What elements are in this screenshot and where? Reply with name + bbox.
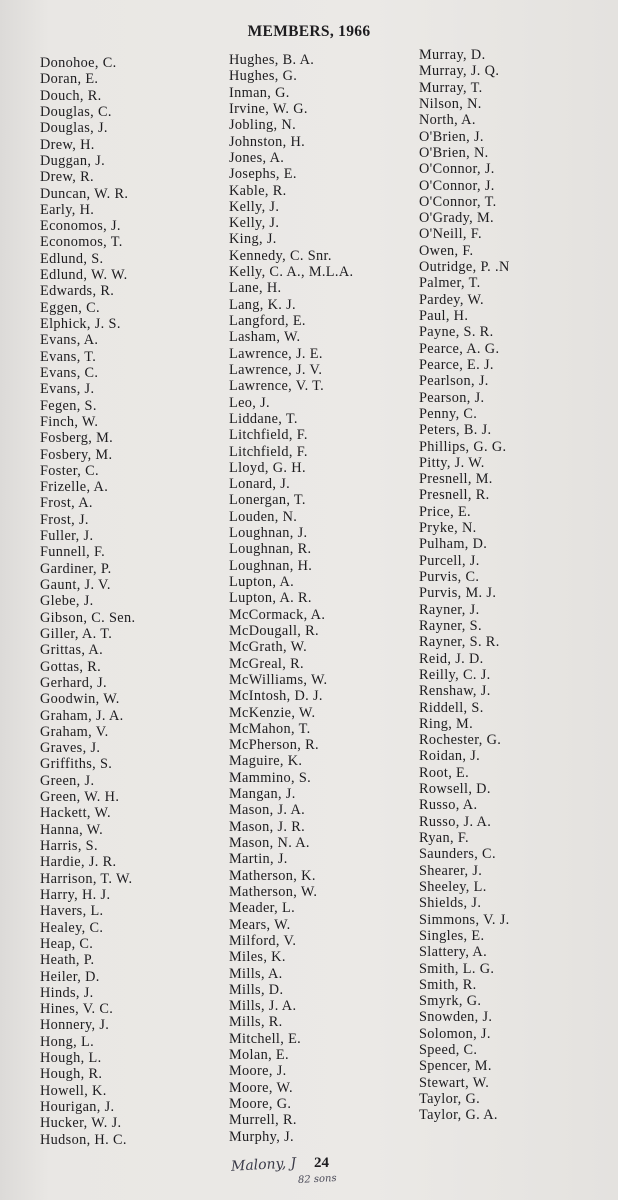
member-name: Harrison, T. W. <box>40 870 133 887</box>
member-name: Evans, J. <box>40 381 95 398</box>
member-name: Frost, A. <box>40 495 93 512</box>
member-name: Loughnan, J. <box>229 525 308 542</box>
member-name: Pearlson, J. <box>419 373 489 390</box>
member-name: Purvis, M. J. <box>419 585 497 602</box>
member-name: Douglas, C. <box>40 103 112 120</box>
member-name: Douch, R. <box>40 87 102 104</box>
member-name: Lloyd, G. H. <box>229 459 306 476</box>
member-name: Mears, W. <box>229 916 291 933</box>
member-name: Gibson, C. Sen. <box>40 609 136 626</box>
member-name: Liddane, T. <box>229 410 298 427</box>
member-name: North, A. <box>419 112 476 129</box>
member-name: Ryan, F. <box>419 830 469 846</box>
page-number: 24 <box>314 1155 329 1171</box>
member-name: Edlund, S. <box>40 250 104 267</box>
member-name: Gerhard, J. <box>40 674 107 691</box>
member-name: Mason, J. A. <box>229 802 306 819</box>
member-name: Heap, C. <box>40 935 94 952</box>
member-name: Purcell, J. <box>419 552 480 569</box>
member-name: Frost, J. <box>40 511 89 528</box>
member-name: Presnell, R. <box>419 487 490 504</box>
member-name: Hough, L. <box>40 1050 102 1067</box>
member-name: Outridge, P. .N <box>419 259 510 276</box>
member-name: Ring, M. <box>419 715 474 732</box>
member-name: King, J. <box>229 231 277 248</box>
member-name: Pitty, J. W. <box>419 454 485 471</box>
member-name: Loughnan, H. <box>229 557 313 574</box>
member-name: Roidan, J. <box>419 748 481 765</box>
member-name: Gardiner, P. <box>40 560 112 577</box>
member-name: Early, H. <box>40 201 95 218</box>
member-name: Presnell, M. <box>419 471 493 488</box>
handwritten-count: 82 sons <box>297 1172 337 1187</box>
member-name: Murrell, R. <box>229 1112 297 1129</box>
member-name: Fosbery, M. <box>40 446 113 463</box>
member-name: Litchfield, F. <box>229 443 308 460</box>
member-name: Douglas, J. <box>40 120 108 137</box>
member-name: Speed, C. <box>419 1042 478 1059</box>
member-name: Rayner, S. <box>419 617 482 634</box>
member-name: Fosberg, M. <box>40 430 114 447</box>
member-name: Owen, F. <box>419 242 474 259</box>
member-name: Purvis, C. <box>419 569 480 585</box>
member-name: Frizelle, A. <box>40 479 109 496</box>
member-name: Eggen, C. <box>40 299 100 316</box>
member-name: O'Grady, M. <box>419 210 494 227</box>
member-name: Fegen, S. <box>40 397 97 414</box>
member-name: Finch, W. <box>40 413 99 430</box>
member-name: Johnston, H. <box>229 133 306 150</box>
member-name: Heath, P. <box>40 952 95 969</box>
member-name: Goodwin, W. <box>40 691 120 708</box>
member-name: Rayner, S. R. <box>419 634 500 651</box>
member-name: Taylor, G. <box>419 1091 481 1107</box>
member-name: Harry, H. J. <box>40 886 111 903</box>
member-name: Glebe, J. <box>40 593 94 610</box>
member-name: Lawrence, J. V. <box>229 361 323 378</box>
member-name: Hanna, W. <box>40 821 104 838</box>
member-name: Elphick, J. S. <box>40 316 121 332</box>
member-name: Shields, J. <box>419 895 482 912</box>
member-name: Russo, J. A. <box>419 813 492 830</box>
member-name: Fuller, J. <box>40 528 94 545</box>
member-name: Lasham, W. <box>229 329 301 346</box>
member-name: Payne, S. R. <box>419 324 494 341</box>
member-name: Reilly, C. J. <box>419 666 491 683</box>
member-name: Riddell, S. <box>419 699 484 716</box>
member-name: Rayner, J. <box>419 601 480 618</box>
member-name: Jones, A. <box>229 149 285 166</box>
member-name: Leo, J. <box>229 394 270 411</box>
member-column-1 <box>40 55 135 1148</box>
member-name: Spencer, M. <box>419 1058 492 1075</box>
member-name: Smith, L. G. <box>419 960 495 977</box>
member-name: Graham, J. A. <box>40 707 124 724</box>
member-name: Mills, J. A. <box>229 998 297 1015</box>
member-name: Maguire, K. <box>229 753 303 770</box>
member-name: Duncan, W. R. <box>40 185 129 202</box>
member-name: Honnery, J. <box>40 1017 110 1034</box>
member-name: Gaunt, J. V. <box>40 577 111 593</box>
member-name: Molan, E. <box>229 1047 289 1064</box>
member-name: Taylor, G. A. <box>419 1107 498 1124</box>
member-column-2 <box>229 52 353 1145</box>
member-name: Palmer, T. <box>419 275 481 292</box>
member-name: O'Neill, F. <box>419 226 482 243</box>
member-name: Moore, J. <box>229 1063 287 1080</box>
member-name: McIntosh, D. J. <box>229 688 323 705</box>
member-name: Howell, K. <box>40 1082 107 1099</box>
member-name: Smyrk, G. <box>419 993 482 1010</box>
member-name: Mason, N. A. <box>229 835 310 851</box>
member-name: Paul, H. <box>419 308 469 324</box>
member-name: Root, E. <box>419 764 470 781</box>
member-name: Lawrence, J. E. <box>229 345 323 362</box>
member-name: Edlund, W. W. <box>40 267 128 284</box>
member-name: O'Connor, T. <box>419 193 497 210</box>
member-name: Langford, E. <box>229 313 306 329</box>
member-name: Rowsell, D. <box>419 781 491 798</box>
member-name: Lonard, J. <box>229 476 291 493</box>
member-name: Smith, R. <box>419 976 477 993</box>
member-name: Pulham, D. <box>419 536 488 553</box>
member-name: Stewart, W. <box>419 1074 490 1091</box>
member-name: Green, J. <box>40 772 95 789</box>
member-name: Mills, D. <box>229 981 284 998</box>
member-name: Inman, G. <box>229 84 290 101</box>
member-name: Loughnan, R. <box>229 541 312 558</box>
member-name: Pearson, J. <box>419 389 485 406</box>
member-name: Economos, J. <box>40 218 121 235</box>
member-name: Murray, J. Q. <box>419 63 500 80</box>
member-name: Pearce, E. J. <box>419 356 494 373</box>
member-name: Drew, R. <box>40 169 94 186</box>
member-name: Hughes, G. <box>229 68 298 85</box>
member-name: Irvine, W. G. <box>229 100 308 117</box>
member-name: O'Brien, J. <box>419 128 484 145</box>
member-name: Harris, S. <box>40 838 98 854</box>
member-name: Sheeley, L. <box>419 878 487 895</box>
member-name: Matherson, K. <box>229 867 316 884</box>
member-name: Gottas, R. <box>40 658 102 675</box>
member-name: Jobling, N. <box>229 117 296 134</box>
member-name: Phillips, G. G. <box>419 438 507 455</box>
member-name: Matherson, W. <box>229 883 318 900</box>
member-name: Hines, V. C. <box>40 1001 114 1018</box>
member-name: Griffiths, S. <box>40 756 113 773</box>
member-name: Saunders, C. <box>419 846 496 863</box>
member-name: Hackett, W. <box>40 805 111 822</box>
member-name: Edwards, R. <box>40 283 115 300</box>
member-name: Rochester, G. <box>419 732 502 749</box>
member-name: Duggan, J. <box>40 152 106 169</box>
member-name: O'Connor, J. <box>419 177 495 194</box>
member-name: Singles, E. <box>419 927 485 944</box>
member-name: Kelly, C. A., M.L.A. <box>229 264 354 281</box>
member-name: Heiler, D. <box>40 968 100 985</box>
member-name: Graham, V. <box>40 723 109 740</box>
member-name: Moore, G. <box>229 1096 292 1112</box>
member-name: Murray, D. <box>419 47 486 63</box>
member-name: Josephs, E. <box>229 166 297 183</box>
page-title: MEMBERS, 1966 <box>247 23 371 40</box>
member-name: Renshaw, J. <box>419 683 491 700</box>
member-name: Hong, L. <box>40 1033 95 1050</box>
member-name: McDougall, R. <box>229 622 319 639</box>
member-name: McMahon, T. <box>229 720 311 737</box>
member-name: McPherson, R. <box>229 737 319 754</box>
member-name: Pryke, N. <box>419 520 477 537</box>
member-name: Lawrence, V. T. <box>229 378 325 395</box>
member-name: Evans, C. <box>40 364 99 381</box>
member-name: Penny, C. <box>419 405 478 422</box>
member-name: Louden, N. <box>229 508 298 525</box>
member-name: Doran, E. <box>40 71 99 88</box>
member-name: Meader, L. <box>229 900 296 917</box>
member-name: Mammino, S. <box>229 769 312 786</box>
member-name: McCormack, A. <box>229 606 326 623</box>
member-name: Graves, J. <box>40 740 101 757</box>
member-name: Hudson, H. C. <box>40 1131 127 1148</box>
member-name: Lane, H. <box>229 280 282 297</box>
handwritten-note: Malony, J <box>230 1155 297 1175</box>
member-name: Slattery, A. <box>419 944 487 961</box>
member-name: Lonergan, T. <box>229 492 306 509</box>
member-name: Kable, R. <box>229 182 287 199</box>
member-name: Economos, T. <box>40 234 123 251</box>
member-name: Lang, K. J. <box>229 296 296 313</box>
member-column-3 <box>419 47 510 1124</box>
member-name: Foster, C. <box>40 462 99 479</box>
member-name: Mills, A. <box>229 965 283 982</box>
member-name: Healey, C. <box>40 919 104 936</box>
member-name: Evans, A. <box>40 332 99 349</box>
member-name: Kennedy, C. Snr. <box>229 247 332 264</box>
member-name: Mills, R. <box>229 1014 283 1031</box>
member-name: Kelly, J. <box>229 215 280 232</box>
member-name: Hucker, W. J. <box>40 1115 122 1132</box>
member-name: Shearer, J. <box>419 862 483 879</box>
member-name: Murray, T. <box>419 79 483 96</box>
member-name: McWilliams, W. <box>229 671 328 688</box>
member-name: Hourigan, J. <box>40 1099 115 1115</box>
member-name: O'Connor, J. <box>419 161 495 178</box>
member-name: Price, E. <box>419 503 471 520</box>
member-name: Mangan, J. <box>229 786 296 803</box>
member-name: Funnell, F. <box>40 544 106 561</box>
member-name: McGrath, W. <box>229 639 308 656</box>
member-name: Murphy, J. <box>229 1128 294 1145</box>
member-name: Hughes, B. A. <box>229 52 315 68</box>
member-name: Miles, K. <box>229 949 286 966</box>
member-name: Peters, B. J. <box>419 422 492 439</box>
member-name: Mitchell, E. <box>229 1030 302 1047</box>
member-name: Pardey, W. <box>419 291 484 308</box>
member-name: Reid, J. D. <box>419 650 484 667</box>
member-name: Lupton, A. R. <box>229 590 312 607</box>
member-name: Green, W. H. <box>40 789 120 806</box>
member-name: Martin, J. <box>229 851 288 868</box>
member-name: Hinds, J. <box>40 984 94 1001</box>
member-name: Solomon, J. <box>419 1025 491 1042</box>
member-name: Simmons, V. J. <box>419 911 510 928</box>
member-name: Lupton, A. <box>229 574 295 590</box>
member-name: Giller, A. T. <box>40 625 113 642</box>
member-name: O'Brien, N. <box>419 144 489 161</box>
member-name: Moore, W. <box>229 1079 293 1096</box>
member-name: Drew, H. <box>40 136 95 153</box>
member-name: Donohoe, C. <box>40 55 117 71</box>
member-name: Kelly, J. <box>229 198 280 215</box>
member-name: Pearce, A. G. <box>419 340 500 357</box>
member-name: McKenzie, W. <box>229 704 316 721</box>
member-name: Evans, T. <box>40 348 97 365</box>
member-name: Snowden, J. <box>419 1009 493 1026</box>
member-name: Nilson, N. <box>419 95 482 112</box>
member-name: Hardie, J. R. <box>40 854 117 871</box>
member-name: Grittas, A. <box>40 642 104 659</box>
member-name: Hough, R. <box>40 1066 103 1083</box>
member-name: Russo, A. <box>419 797 478 814</box>
member-name: McGreal, R. <box>229 655 304 672</box>
member-name: Mason, J. R. <box>229 818 306 835</box>
member-name: Havers, L. <box>40 903 104 920</box>
member-name: Milford, V. <box>229 932 297 949</box>
member-name: Litchfield, F. <box>229 427 308 444</box>
